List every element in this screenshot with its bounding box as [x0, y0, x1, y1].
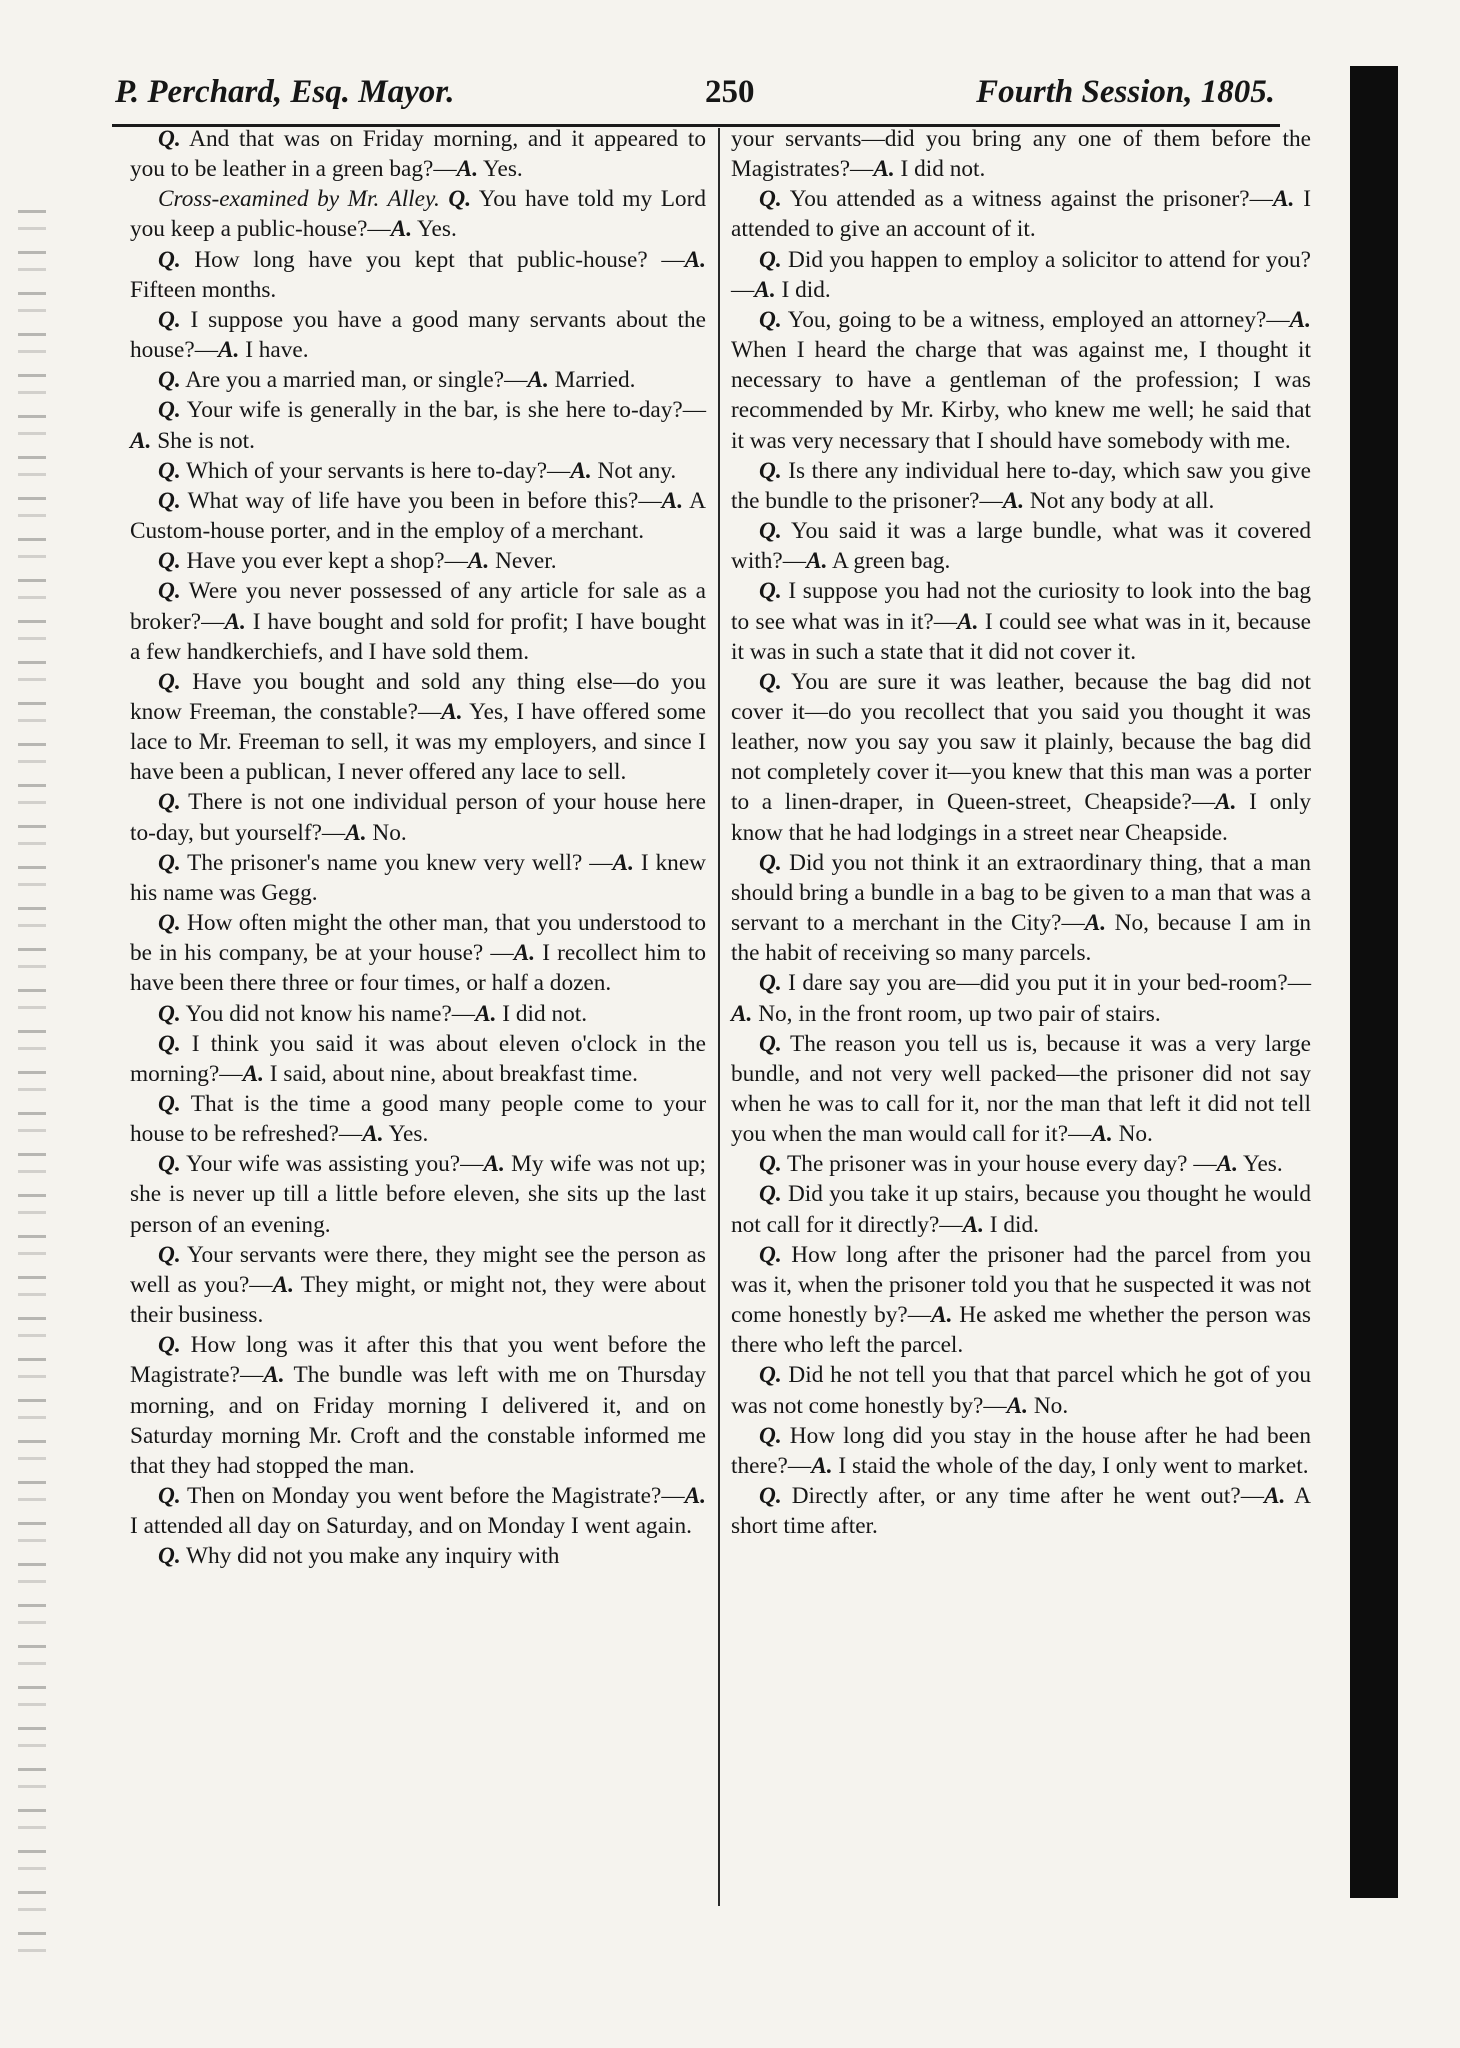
- testimony-paragraph: [130, 1541, 706, 1571]
- testimony-text: I only know that he had lodgings in a street near Cheapside.: [731, 789, 1311, 846]
- testimony-paragraph: [130, 1029, 706, 1089]
- answer-marker: A.: [1216, 1151, 1239, 1178]
- question-marker: Q.: [158, 367, 181, 394]
- question-marker: Q.: [759, 518, 782, 545]
- testimony-text: Did you not think it an extraordinary thing, that a man should bring a bundle in a bag to be given to a man that was a servant to a merchant in the City?—: [731, 849, 1311, 937]
- testimony-text: I staid the whole of the day, I only went to market.: [832, 1452, 1309, 1479]
- testimony-text: I knew his name was Gegg.: [130, 849, 706, 906]
- question-marker: Q.: [759, 668, 782, 695]
- question-marker: Q.: [759, 1241, 782, 1268]
- answer-marker: A.: [441, 698, 463, 725]
- testimony-text: your servants—did you bring any one of them before the Magistrates?—: [731, 126, 1311, 183]
- testimony-text: The prisoner was in your house every day? —: [781, 1151, 1217, 1178]
- answer-marker: A.: [130, 427, 152, 454]
- question-marker: Q.: [759, 457, 782, 484]
- question-marker: Q.: [158, 910, 181, 937]
- testimony-text: They might, or might not, they were about their business.: [130, 1271, 706, 1329]
- answer-marker: A.: [362, 1121, 384, 1148]
- testimony-text: How long after the prisoner had the parcel from you was it, when the prisoner told you that he suspected it was not come honestly by?—: [731, 1241, 1311, 1329]
- page-number: 250: [705, 74, 755, 110]
- testimony-text: The bundle was left with me on Thursday morning, and on Friday morning I delivered it, and on Saturday morning Mr. Croft and the constable informed me that they had stopped the man.: [130, 1362, 706, 1479]
- running-header: [115, 74, 1275, 124]
- testimony-paragraph: [731, 245, 1311, 305]
- testimony-text: You attended as a witness against the prisoner?—: [781, 186, 1273, 213]
- question-marker: Q.: [448, 186, 472, 213]
- testimony-text: Were you never possessed of any article for sale as a broker?—: [130, 578, 706, 635]
- testimony-paragraph: [130, 456, 706, 486]
- testimony-text: Your wife is generally in the bar, is she here to-day?—: [180, 397, 706, 424]
- answer-marker: A.: [1272, 186, 1295, 213]
- testimony-paragraph: [731, 184, 1311, 244]
- answer-marker: A.: [467, 548, 490, 575]
- testimony-text: Yes.: [412, 216, 457, 243]
- testimony-text: You did not know his name?—: [180, 1000, 476, 1027]
- answer-marker: A.: [527, 367, 549, 394]
- answer-marker: A.: [513, 940, 536, 967]
- answer-marker: A.: [242, 1060, 264, 1087]
- testimony-text: The reason you tell us is, because it was a very large bundle, and not very well packed—the prisoner did not say when he was to call for it, nor the man that left it did not tell you when the man would call for it?—: [731, 1030, 1311, 1148]
- question-marker: Q.: [759, 1362, 782, 1389]
- testimony-paragraph: [130, 848, 706, 908]
- question-marker: Q.: [759, 1181, 782, 1208]
- question-marker: Q.: [158, 1000, 181, 1027]
- testimony-text: You are sure it was leather, because the bag did not cover it—do you recollect that you said you thought it was leather, now you say you saw it plainly, because the bag did not completely cover it—you knew that this man was a porter to a linen-draper, in Queen-street, Cheapside?—: [731, 668, 1311, 816]
- testimony-text: How often might the other man, that you understood to be in his company, be at your house? —: [130, 910, 706, 967]
- answer-marker: A.: [811, 1452, 833, 1479]
- testimony-paragraph: [731, 456, 1311, 516]
- answer-marker: A.: [224, 608, 246, 635]
- question-marker: Q.: [158, 1241, 181, 1268]
- answer-marker: A.: [456, 156, 479, 183]
- testimony-paragraph: [130, 576, 706, 666]
- testimony-text: I have bought and sold for profit; I have bought a few handkerchiefs, and I have sold them.: [130, 608, 706, 665]
- testimony-text: A Custom-house porter, and in the employ of a merchant.: [130, 487, 706, 545]
- testimony-paragraph: [130, 245, 706, 305]
- testimony-text: Why did not you make any inquiry with: [180, 1543, 560, 1570]
- testimony-text: When I heard the charge that was against me, I thought it necessary to have a gentleman of the profession; I was recommended by Mr. Kirby, who knew me well; he said that it was very necessary that I should have somebody with me.: [731, 337, 1311, 454]
- testimony-paragraph: [130, 999, 706, 1029]
- question-marker: Q.: [158, 1030, 181, 1057]
- answer-marker: A.: [1264, 1483, 1286, 1510]
- testimony-text: I dare say you are—did you put it in your bed-room?—: [781, 970, 1311, 997]
- answer-marker: A.: [931, 1302, 953, 1329]
- testimony-text: A short time after.: [731, 1483, 1312, 1540]
- testimony-text: Yes.: [383, 1121, 429, 1148]
- testimony-text: I suppose you have a good many servants about the house?—: [130, 306, 706, 364]
- testimony-paragraph: [130, 667, 706, 788]
- testimony-text: Never.: [489, 548, 557, 575]
- testimony-paragraph: [130, 1481, 706, 1541]
- question-marker: Q.: [158, 578, 181, 605]
- answer-marker: A.: [570, 457, 592, 484]
- answer-marker: A.: [483, 1151, 505, 1178]
- testimony-text: I attended to give an account of it.: [731, 186, 1311, 243]
- testimony-text: My wife was not up; she is never up till a little before eleven, she sits up the last person of an evening.: [130, 1151, 707, 1238]
- testimony-text: She is not.: [151, 427, 255, 454]
- testimony-paragraph: [731, 848, 1311, 969]
- testimony-text: You, going to be a witness, employed an attorney?—: [781, 306, 1290, 333]
- testimony-paragraph: [130, 365, 706, 395]
- question-marker: Q.: [759, 1483, 782, 1510]
- answer-marker: A.: [661, 487, 684, 514]
- answer-marker: A.: [612, 849, 634, 876]
- answer-marker: A.: [1002, 487, 1025, 514]
- testimony-text: Are you a married man, or single?—: [180, 367, 528, 394]
- answer-marker: A.: [806, 548, 828, 575]
- question-marker: Q.: [759, 186, 782, 213]
- answer-marker: A.: [962, 1211, 984, 1238]
- testimony-text: Is there any individual here to-day, which saw you give the bundle to the prisoner?—: [731, 457, 1311, 514]
- question-marker: Q.: [158, 397, 181, 424]
- testimony-text: A green bag.: [827, 548, 951, 575]
- answer-marker: A.: [684, 1483, 706, 1510]
- question-marker: Q.: [759, 578, 782, 605]
- testimony-paragraph: [731, 1149, 1311, 1179]
- testimony-paragraph: [130, 1149, 706, 1239]
- testimony-text: Yes.: [1238, 1151, 1283, 1178]
- column-divider: [718, 128, 720, 1906]
- question-marker: Q.: [158, 126, 181, 152]
- testimony-paragraph: [731, 968, 1311, 1028]
- testimony-text: Which of your servants is here to-day?—: [180, 457, 571, 484]
- testimony-text: How long was it after this that you went before the Magistrate?—: [130, 1332, 706, 1389]
- question-marker: Q.: [759, 246, 782, 273]
- testimony-text: I did.: [983, 1211, 1039, 1238]
- question-marker: Q.: [158, 457, 181, 484]
- question-marker: Q.: [759, 306, 782, 333]
- testimony-text: Married.: [548, 367, 636, 394]
- testimony-text: And that was on Friday morning, and it appeared to you to be leather in a green bag?—: [130, 126, 706, 183]
- testimony-text: No.: [1112, 1121, 1153, 1148]
- answer-marker: A.: [1215, 789, 1237, 816]
- question-marker: Q.: [158, 1332, 181, 1359]
- question-marker: Q.: [158, 789, 181, 816]
- testimony-paragraph: [731, 1481, 1311, 1541]
- testimony-paragraph: [731, 124, 1311, 184]
- testimony-text: How long did you stay in the house after he had been there?—: [731, 1422, 1311, 1479]
- cross-examination-label: Cross-examined by Mr. Alley.: [158, 186, 440, 213]
- question-marker: Q.: [158, 1483, 181, 1510]
- header-left-title: P. Perchard, Esq. Mayor.: [115, 74, 455, 110]
- header-session: Fourth Session, 1805.: [976, 74, 1275, 110]
- testimony-paragraph: [731, 1179, 1311, 1239]
- testimony-text: Have you ever kept a shop?—: [180, 548, 468, 575]
- testimony-text: I said, about nine, about breakfast time.: [263, 1060, 638, 1087]
- testimony-text: No.: [1028, 1392, 1069, 1419]
- testimony-paragraph: [130, 908, 706, 998]
- testimony-text: I recollect him to have been there three or four times, or half a dozen.: [130, 940, 707, 997]
- testimony-paragraph: [130, 124, 706, 184]
- question-marker: Q.: [158, 487, 181, 514]
- left-column: [130, 124, 706, 1572]
- testimony-text: I did not.: [496, 1000, 588, 1027]
- answer-marker: A.: [731, 1000, 753, 1027]
- question-marker: Q.: [158, 246, 181, 273]
- testimony-paragraph: [731, 667, 1311, 848]
- testimony-text: Did he not tell you that that parcel which he got of you was not come honestly by?—: [731, 1362, 1311, 1419]
- answer-marker: A.: [263, 1362, 285, 1389]
- answer-marker: A.: [873, 156, 895, 183]
- question-marker: Q.: [158, 1091, 181, 1117]
- testimony-text: Yes.: [478, 156, 523, 183]
- answer-marker: A.: [345, 819, 367, 846]
- testimony-paragraph: [130, 184, 706, 244]
- testimony-text: I could see what was in it, because it was in such a state that it did not cover it.: [731, 608, 1311, 665]
- testimony-text: Your servants were there, they might see the person as well as you?—: [130, 1241, 706, 1298]
- testimony-paragraph: [130, 787, 706, 847]
- testimony-text: Did you happen to employ a solicitor to attend for you?—: [731, 246, 1311, 303]
- testimony-text: Then on Monday you went before the Magistrate?—: [180, 1483, 685, 1510]
- question-marker: Q.: [759, 1030, 782, 1057]
- answer-marker: A.: [1084, 910, 1107, 937]
- page-edge-shadow: [1350, 66, 1398, 1898]
- answer-marker: A.: [475, 1000, 497, 1027]
- question-marker: Q.: [759, 849, 782, 876]
- question-marker: Q.: [158, 668, 181, 695]
- question-marker: Q.: [158, 306, 181, 333]
- testimony-text: That is the time a good many people come to your house to be refreshed?—: [130, 1091, 706, 1148]
- testimony-text: Fifteen months.: [130, 276, 277, 303]
- testimony-text: I suppose you had not the curiosity to look into the bag to see what was in it?—: [731, 578, 1311, 635]
- testimony-text: Did you take it up stairs, because you thought he would not call for it directly?—: [731, 1181, 1311, 1238]
- testimony-paragraph: [731, 1360, 1311, 1420]
- testimony-paragraph: [130, 1089, 706, 1149]
- testimony-text: No.: [366, 819, 407, 846]
- answer-marker: A.: [957, 608, 979, 635]
- testimony-text: Not any.: [591, 457, 677, 484]
- answer-marker: A.: [684, 246, 706, 273]
- testimony-text: What way of life have you been in before this?—: [180, 487, 662, 514]
- testimony-text: You have told my Lord you keep a public-house?—: [130, 186, 706, 243]
- answer-marker: A.: [390, 216, 413, 243]
- question-marker: Q.: [759, 1422, 782, 1449]
- testimony-text: I did not.: [894, 156, 986, 183]
- testimony-paragraph: [731, 1421, 1311, 1481]
- question-marker: Q.: [158, 548, 181, 575]
- question-marker: Q.: [759, 970, 782, 997]
- testimony-text: Have you bought and sold any thing else—do you know Freeman, the constable?—: [130, 668, 706, 725]
- answer-marker: A.: [754, 276, 776, 303]
- testimony-text: He asked me whether the person was there who left the parcel.: [731, 1302, 1311, 1359]
- testimony-paragraph: [130, 395, 706, 455]
- testimony-paragraph: [731, 1029, 1311, 1150]
- answer-marker: A.: [272, 1271, 294, 1298]
- testimony-paragraph: [731, 1240, 1311, 1361]
- answer-marker: A.: [1289, 306, 1311, 333]
- testimony-text: You said it was a large bundle, what was it covered with?—: [731, 518, 1311, 575]
- testimony-paragraph: [731, 516, 1311, 576]
- answer-marker: A.: [1006, 1392, 1029, 1419]
- testimony-text: The prisoner's name you knew very well? —: [180, 849, 613, 876]
- question-marker: Q.: [759, 1151, 782, 1178]
- testimony-paragraph: [130, 486, 706, 546]
- testimony-text: I have.: [239, 337, 309, 364]
- testimony-paragraph: [130, 1240, 706, 1330]
- testimony-text: Not any body at all.: [1024, 487, 1215, 514]
- testimony-paragraph: [731, 576, 1311, 666]
- binding-edge: [18, 210, 46, 1970]
- testimony-text: How long have you kept that public-house? —: [180, 246, 685, 273]
- testimony-text: I attended all day on Saturday, and on Monday I went again.: [130, 1513, 692, 1540]
- testimony-text: There is not one individual person of your house here to-day, but yourself?—: [130, 789, 706, 846]
- question-marker: Q.: [158, 1151, 181, 1178]
- testimony-paragraph: [130, 305, 706, 365]
- question-marker: Q.: [158, 1543, 181, 1570]
- testimony-paragraph: [130, 546, 706, 576]
- testimony-text: I did.: [775, 276, 831, 303]
- testimony-text: Yes, I have offered some lace to Mr. Freeman to sell, it was my employers, and since I have been a publican, I never offered any lace to sell.: [130, 698, 706, 786]
- testimony-paragraph: [731, 305, 1311, 456]
- answer-marker: A.: [218, 337, 240, 364]
- answer-marker: A.: [1091, 1121, 1113, 1148]
- testimony-text: Directly after, or any time after he went out?—: [781, 1483, 1265, 1510]
- testimony-text: No, because I am in the habit of receiving so many parcels.: [731, 910, 1312, 967]
- testimony-text: Your wife was assisting you?—: [180, 1151, 484, 1178]
- question-marker: Q.: [158, 849, 181, 876]
- testimony-text: No, in the front room, up two pair of stairs.: [752, 1000, 1161, 1027]
- testimony-paragraph: [130, 1330, 706, 1481]
- right-column: [731, 124, 1311, 1541]
- testimony-text: I think you said it was about eleven o'clock in the morning?—: [130, 1030, 706, 1087]
